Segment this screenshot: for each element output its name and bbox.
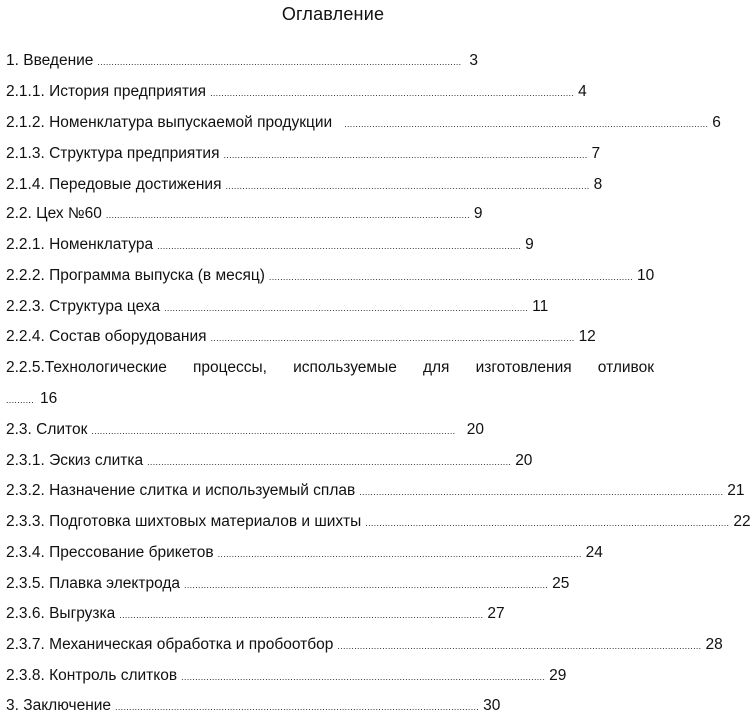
- toc-entry-page: 24: [585, 544, 603, 561]
- toc-entry[interactable]: [6, 50, 478, 72]
- toc-entry[interactable]: [6, 143, 601, 165]
- dot-leader: ..................................................................................................................................: [210, 333, 575, 343]
- toc-entry[interactable]: [6, 326, 596, 348]
- toc-entry-label: 2.1.2. Номенклатура выпускаемой продукции: [6, 114, 333, 131]
- page-title: Оглавление: [281, 4, 385, 24]
- toc-entry[interactable]: [6, 634, 723, 656]
- toc-entry-page: 9: [473, 205, 483, 222]
- toc-entry[interactable]: [6, 603, 505, 625]
- toc-entry-page: 7: [591, 145, 601, 162]
- toc-entry[interactable]: [6, 203, 481, 225]
- toc-entry-page: 20: [515, 452, 533, 469]
- dot-leader: ..................................................................................................................................: [268, 272, 633, 282]
- dot-leader: ..................................................................................................................................: [365, 518, 730, 528]
- dot-leader: ..........: [6, 395, 35, 405]
- dot-leader: ..................................................................................................................................: [119, 610, 484, 620]
- toc-entry-page: 6: [712, 114, 721, 131]
- toc-entry[interactable]: [6, 112, 721, 134]
- dot-leader: ..................................................................................................................................: [184, 580, 549, 590]
- toc-entry-long-label[interactable]: 2.2.5.Технологические процессы, используемые для изготовления отливок: [6, 359, 654, 376]
- toc-entry-label: 2.3.2. Назначение слитка и используемый сплав: [6, 482, 356, 499]
- toc-entry-page: 27: [487, 605, 505, 622]
- toc-entry-page: 9: [525, 236, 534, 253]
- toc-entry[interactable]: [6, 695, 499, 717]
- toc-entry[interactable]: [6, 174, 603, 196]
- dot-leader: ..................................................................................................................................: [359, 487, 724, 497]
- toc-entry-label: 2.3. Слиток: [6, 421, 88, 438]
- toc-entry-label: 2.3.3. Подготовка шихтовых материалов и шихты: [6, 513, 362, 530]
- toc-entry-page: 28: [705, 636, 723, 653]
- dot-leader: ..................................................................................................................................: [147, 457, 512, 467]
- dot-leader: ..................................................................................................................................: [210, 88, 575, 98]
- toc-entry-label: 2.1.3. Структура предприятия: [6, 145, 220, 162]
- toc-entry-page: 16: [40, 390, 58, 407]
- toc-entry-label: 2.3.7. Механическая обработка и пробоотбор: [6, 636, 334, 653]
- toc-entry-page: 11: [532, 298, 549, 315]
- dot-leader: ..................................................................................................................................: [337, 641, 702, 651]
- toc-entry[interactable]: [6, 665, 567, 687]
- toc-entry-label: 2.3.5. Плавка электрода: [6, 575, 181, 592]
- toc-entry-label: 2.2.2. Программа выпуска (в месяц): [6, 267, 265, 284]
- dot-leader: ..................................................................................................................................: [225, 181, 590, 191]
- toc-entry-page: 29: [549, 667, 567, 684]
- toc-entry-label: 2.2.1. Номенклатура: [6, 236, 154, 253]
- dot-leader: ..................................................................................................................................: [164, 303, 529, 313]
- toc-entry[interactable]: [6, 573, 570, 595]
- dot-leader: ..................................................................................................................................: [157, 241, 522, 251]
- dot-leader: ..................................................................................................................................: [97, 57, 462, 67]
- toc-entry-label: 2.2.3. Структура цеха: [6, 298, 161, 315]
- dot-leader: ..................................................................................................................................: [181, 672, 546, 682]
- toc-entry[interactable]: [6, 296, 549, 318]
- toc-entry-label: 2.2. Цех №60: [6, 205, 102, 222]
- toc-entry-label: 2.3.4. Прессование брикетов: [6, 544, 214, 561]
- toc-entry[interactable]: [6, 419, 484, 441]
- dot-leader: ..................................................................................................................................: [223, 150, 588, 160]
- toc-entry[interactable]: [6, 265, 655, 287]
- toc-entry[interactable]: [6, 511, 751, 533]
- toc-entry[interactable]: [6, 81, 587, 103]
- toc-entry[interactable]: [6, 234, 534, 256]
- toc-entry[interactable]: [6, 480, 745, 502]
- dot-leader: ..................................................................................................................................: [91, 426, 456, 436]
- toc-entry-long-page[interactable]: [6, 388, 57, 410]
- toc-entry[interactable]: [6, 450, 533, 472]
- toc-entry-label: 2.3.8. Контроль слитков: [6, 667, 178, 684]
- toc-entry-label: 3. Заключение: [6, 697, 112, 714]
- toc-entry-page: 20: [466, 421, 484, 438]
- toc-entry-page: 21: [727, 482, 745, 499]
- dot-leader: ..................................................................................................................................: [105, 210, 470, 220]
- dot-leader: ..................................................................................................................................: [115, 702, 480, 712]
- toc-entry-label: 2.1.4. Передовые достижения: [6, 176, 222, 193]
- dot-leader: ..................................................................................................................................: [344, 119, 709, 129]
- toc-entry-page: 3: [469, 52, 478, 69]
- toc-entry-label: 2.1.1. История предприятия: [6, 83, 207, 100]
- toc-entry-label: 2.2.4. Состав оборудования: [6, 328, 207, 345]
- toc-entry[interactable]: [6, 542, 603, 564]
- toc-entry-page: 30: [483, 697, 501, 714]
- toc-entry-page: 8: [593, 176, 603, 193]
- toc-entry-label: 2.3.6. Выгрузка: [6, 605, 116, 622]
- toc-entry-label: 2.3.1. Эскиз слитка: [6, 452, 144, 469]
- toc-entry-page: 10: [636, 267, 655, 284]
- toc-entry-page: 12: [578, 328, 596, 345]
- toc-entry-page: 4: [578, 83, 587, 100]
- toc-entry-page: 25: [552, 575, 570, 592]
- toc-entry-page: 22: [733, 513, 751, 530]
- dot-leader: ..................................................................................................................................: [217, 549, 582, 559]
- toc-entry-label: 1. Введение: [6, 52, 94, 69]
